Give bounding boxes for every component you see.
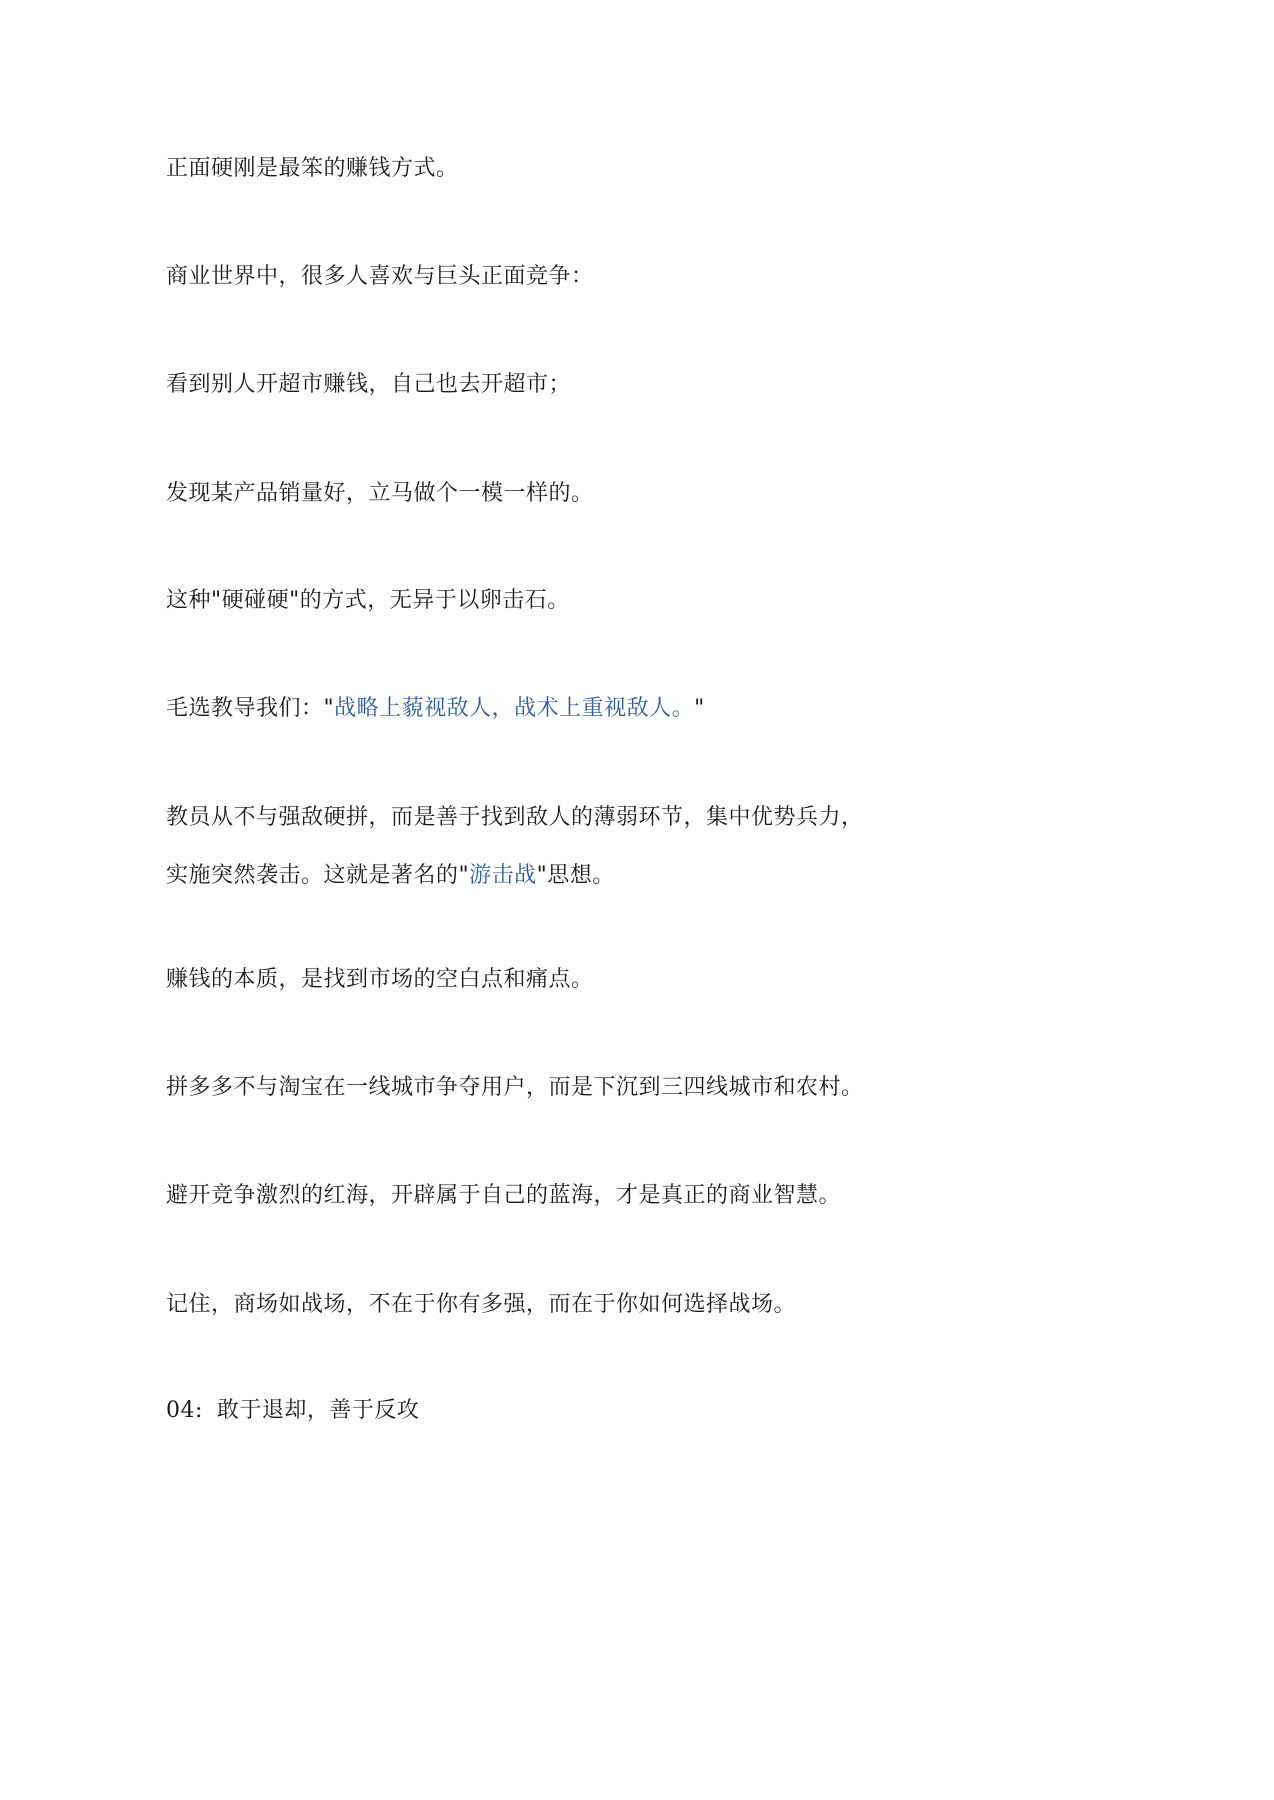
paragraph-7-line-2: [166, 861, 615, 891]
section-number: 04:: [166, 1398, 203, 1423]
paragraph-10: [166, 1181, 841, 1211]
paragraph-10-text: 避开竞争激烈的红海，开辟属于自己的蓝海，才是真正的商业智慧。: [166, 1183, 842, 1208]
paragraph-7-line-2-lead: 实施突然袭击。这就是著名的": [166, 863, 470, 888]
paragraph-3: [166, 370, 571, 400]
guerrilla-highlight: 游击战: [469, 863, 537, 888]
paragraph-1-text: 正面硬刚是最笨的赚钱方式。: [166, 156, 459, 181]
paragraph-7-line-1: [166, 803, 864, 833]
section-heading: [166, 1396, 419, 1426]
paragraph-9: [166, 1073, 864, 1103]
paragraph-2: [166, 262, 594, 292]
quote-highlight: 战略上藐视敌人，战术上重视敌人。: [334, 696, 695, 721]
paragraph-6-tail: ": [694, 696, 705, 721]
paragraph-7-line-2-tail: "思想。: [536, 863, 615, 888]
paragraph-1: [166, 154, 459, 184]
paragraph-3-text: 看到别人开超市赚钱，自己也去开超市；: [166, 372, 572, 397]
paragraph-11-text: 记住，商场如战场，不在于你有多强，而在于你如何选择战场。: [166, 1292, 797, 1317]
paragraph-4-text: 发现某产品销量好，立马做个一模一样的。: [166, 481, 594, 506]
section-title: 敢于退却，善于反攻: [216, 1398, 420, 1423]
paragraph-4: [166, 479, 594, 509]
paragraph-9-text: 拼多多不与淘宝在一线城市争夺用户，而是下沉到三四线城市和农村。: [166, 1075, 864, 1100]
paragraph-8-text: 赚钱的本质，是找到市场的空白点和痛点。: [166, 967, 594, 992]
paragraph-2-text: 商业世界中，很多人喜欢与巨头正面竞争：: [166, 264, 594, 289]
paragraph-8: [166, 965, 594, 995]
paragraph-5-text: 这种"硬碰硬"的方式，无异于以卵击石。: [166, 588, 570, 613]
paragraph-5: [166, 586, 570, 616]
paragraph-7-line-1-text: 教员从不与强敌硬拼，而是善于找到敌人的薄弱环节，集中优势兵力，: [166, 805, 864, 830]
paragraph-11: [166, 1290, 796, 1320]
paragraph-6-lead: 毛选教导我们：": [166, 696, 335, 721]
paragraph-6: [166, 694, 705, 724]
